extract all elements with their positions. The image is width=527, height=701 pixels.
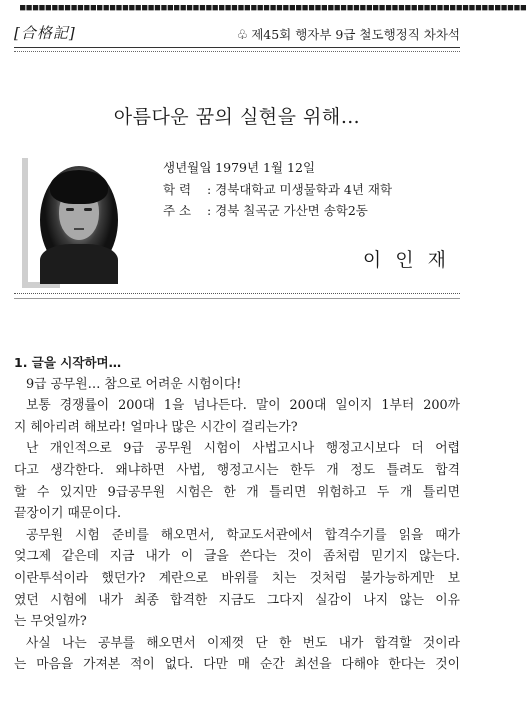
section-heading: 1. 글을 시작하며… [14,355,122,370]
body-line: 난 개인적으로 9급 공무원 시험이 사법고시나 행정고시보다 더 어렵 [26,441,460,457]
body-line: 는 마음을 가져본 적이 없다. 다만 매 순간 최선을 다해야 한다는 것이 [14,657,460,673]
body-line: 할 수 있지만 9급공무원 시험은 한 개 틀리면 위험하고 두 개 틀리면 [14,484,460,500]
profile-dotted-rule [14,293,460,294]
header-rule [14,47,460,48]
address-row [163,201,368,219]
body-line: 다고 생각한다. 왜냐하면 사법, 행정고시는 한두 개 정도 틀려도 합격 [14,462,460,478]
birth-row [163,158,315,176]
header-dotted-rule [14,51,460,52]
education-label: 학 력 [163,182,192,197]
birth-label: 생년월일 [163,160,212,175]
profile-rule [14,298,460,299]
page-header [14,22,460,48]
body-line: 였던 시험에 내가 최종 합격한 지금도 그다지 실감이 나지 않는 이유 [14,592,460,608]
section-tag: [合格記] [14,24,76,42]
article-body [14,352,460,676]
body-line: 9급 공무원… 참으로 어려운 시험이다! [26,376,242,392]
education-row [163,180,392,198]
top-dotted-border: ■■■■■■■■■■■■■■■■■■■■■■■■■■■■■■■■■■■■■■■■■■■■■■■■■■■■■■■■■■■■■■■■■■■■■■■■■■■■■■■ [20,3,527,13]
body-line: 지 헤아리려 해보라! 얼마나 많은 시간이 걸리는가? [14,419,298,435]
exam-info-text: 제45회 행자부 9급 철도행정직 차차석 [251,27,460,42]
body-line: 이란투석이라 했던가? 계란으로 바위를 치는 것처럼 불가능하게만 보 [14,570,460,586]
author-name: 이 인 재 [362,249,450,271]
education-value: : 경북대학교 미생물학과 4년 재학 [207,182,393,197]
exam-info [237,25,460,43]
address-label: 주 소 [163,203,192,218]
address-value: : 경북 칠곡군 가산면 송학2동 [207,203,368,218]
clover-leaf-icon: ♧ [236,28,249,43]
body-line: 끝장이기 때문이다. [14,506,122,522]
author-portrait [40,166,118,274]
body-line: 사실 나는 공부를 해오면서 이제껏 단 한 번도 내가 합격할 것이라 [26,635,460,651]
page-title: 아름다운 꿈의 실현을 위해… [113,106,361,128]
body-line: 보통 경쟁률이 200대 1을 넘나든다. 말이 200대 일이지 1부터 200까 [26,398,460,414]
body-line: 엊그제 같은데 지금 내가 이 글을 쓴다는 것이 좀처럼 믿기지 않는다. [14,549,460,565]
body-line: 는 무엇일까? [14,614,87,630]
body-line: 공무원 시험 준비를 해오면서, 학교도서관에서 합격수기를 읽을 때가 [26,527,460,543]
birth-value: : 1979년 1월 12일 [207,160,316,175]
